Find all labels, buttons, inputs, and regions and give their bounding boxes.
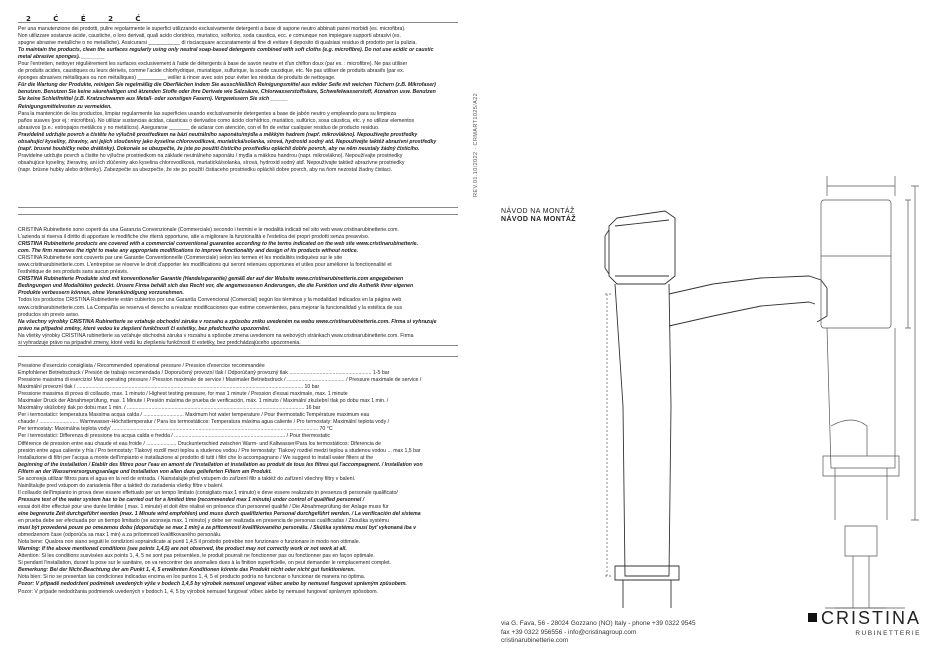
specs-line: Maximální provozní tlak / ............................................................................................................................................................. 10 bar — [18, 384, 320, 391]
contact-address: via G. Fava, 56 - 28024 Gozzano (NO) Italy - phone +39 0322 9545 — [501, 620, 696, 627]
cleaning-line: paños suaves (por ej.: microfibra). No utilizar sustancias ácidas, cáusticas o derivados como ácido clorhídrico, muriático, sulfúrico, sosa cáustica, etc. y no utilizar elementos — [18, 117, 415, 124]
specs-line: Filtern an der Wasserversorgungsanlage und Installation von allen dazu gelieferten Filtern am Produkt. — [18, 468, 272, 475]
doc-ref-text: REV.01.10/2022 · CRMART1025/A22 — [473, 92, 479, 197]
warranty-line: www.cristinarubinetterie.com. L'entreprise se réserve le droit d'apporter les modifications qui seront retenues opportunes et utiles pour améliorer la fonctionnalité et — [18, 262, 392, 269]
warranty-line: CRISTINA Rubinetterie Produkte sind mit konventioneller Garantie (Handelsgarantie) gemäß der auf der Website www.cristinarubinetterie.com angegebenen — [18, 276, 404, 283]
header-letters: 2 Ć É 2 Ć — [26, 15, 151, 23]
specs-line: Installazione di filtri per l'acqua a monte dell'impianto e installazione al prodotto di tutti i filtri che lo accompagnano / We suggest to install water filters at the — [18, 454, 374, 461]
specs-line: musí být provedená pouze po omezenou dobu (doporučuje se max 1 min) a za přítomnosti kvalifikovaného personálu. / Skúška systému musí byť vykonaná iba v — [18, 525, 416, 532]
specs-line: Per i termostatici: Differenza di pressione tra acqua calda e fredda / ............................................................................. / Pour thermostatic — [18, 433, 331, 440]
warranty-line: L'azienda si riserva il diritto di apportare le modifiche che riterrà opportune, atte a migliorare la funzionalità e l'estetica dei propri prodotti senza preavviso. — [18, 234, 370, 241]
specs-line: Bemerkung: Bei der Nicht-Beachtung der am Punkt 1, 4, 5 erwähnten Konditionen könnte das Produkt nicht oder nicht gut funktionieren. — [18, 567, 355, 574]
specs-line: beginning of the installation / Établir des filtres pour l'eau en amont de l'installation et installation au produit de tous les filtres qui l'accompagnent. / Installation von — [18, 461, 423, 468]
brand-logo — [808, 608, 921, 637]
specs-line: Pressione d'esercizio consigliata / Recommended operational pressure / Pression d'exercice recommandée — [18, 363, 265, 369]
cleaning-text — [18, 26, 458, 174]
cleaning-line: Pravidelne udržujte povrch a čistite ho výlučne prostriedkom na základe neutrálneho saponátu / mydla a mäkkou handrou (napr. mikrovlákno). Nepoužívajte prostriedky — [18, 152, 403, 159]
specs-line: eine begrenzte Zeit durchgeführt werden (max. 1 Minute wird empfohlen) und muss durch qualifiziertes Personal durchgeführt werden. / La verificación del sistema — [18, 510, 421, 517]
specs-text — [18, 363, 458, 596]
warranty-line: CRISTINA Rubinetterie products are covered with a commercial conventional guarantee according to the terms indicated on the web site www.cristinarubinetterie. — [18, 241, 419, 248]
warranty-line: l'esthétique de ses produits sans aucun préavis. — [18, 269, 129, 276]
cleaning-line: Für die Wartung der Produkte, reinigen Sie regelmäßig die Oberflächen indem Sie ausschließlich Reinigungsmittel aus milder Seife mit weichen Tüchern (z.B. Mikrofaser) — [18, 82, 436, 89]
specs-line: Per i termostatici: temperatura Massima acqua calda / ............................ Maximum hot water temperature / Pour thermostatic Température maximum eau — [18, 412, 370, 419]
cleaning-line: (napr. brúsne hubky alebo drôtenky). Zabezpečte sa ubezpečte, že ste po použití čistiaceho prostriedku opláchli dobre povrch, aby na ňom nezostal žiadny čistiaci. — [18, 166, 393, 173]
specs-line: Attention: Si les conditions susvisées aux points 1, 4, 5 ne sont pas présentées, le produit pourrait ne fonctionner pas ou fonctionner pas en façon optimale. — [18, 553, 375, 560]
product-title — [501, 208, 576, 224]
specs-line: en prueba debe ser efectuada por un tiempo limitado (se aconseja max. 1 minuto) y debe ser realizada en presencia de personas cualificadas / Zkouška systému — [18, 518, 389, 525]
specs-line: obmedzenom čase (odporúča sa max 1 min) a za prítomnosti kvalifikovaného personálu. — [18, 532, 222, 539]
specs-line: Si pendant l'installation, durant la pose sur le sanitaire, on va rencontrer des anomalies dues à la finition superficielle, on peut demander le remplacement complet. — [18, 560, 391, 567]
specs-line: presión entre agua caliente y fría / Pro termostaty: Tlakový rozdíl mezi teplou a studenou vodou / Pre termostaty: Tlakový rozdiel medzi teplou a studenou vodou ... max 1,5 bar — [18, 447, 421, 454]
cleaning-line: Pravidelně udržujte povrch a čistěte ho výlučně prostředkem na bázi neutrálního saponátu/mýdla a měkkým hadrem (např. mikrovlákno). Nepoužívejte prostředky — [18, 131, 418, 138]
specs-line: Il collaudo dell'impianto in prova deve essere effettuato per un tempo limitato (consigliato max 1 minuto) e deve essere realizzato in presenza di personale qualificato/ — [18, 489, 398, 496]
warranty-line: productos sin previo aviso. — [18, 311, 80, 318]
cleaning-line: (např. brusné houbičky nebo drátěnky). Dokonale se ubezpečte, že jste po použití čisticího prostředku opláchli dobře povrch, aby na něm neustaly žádný čisticího. — [18, 145, 420, 152]
cleaning-section — [18, 22, 458, 208]
warranty-line: www.cristinarubinetterie.com. La Compañía se reserva el derecho a realizar modificaciones que estime convenientes, para mejorar la funcionalidad y la estética de sus — [18, 304, 403, 311]
specs-line: Pozor: V případě nedodržení podmínek uvedených výše v bodech 1,4,5 by výrobek nemusel ungovat vůbec anebo by nemusel fungovat správným způsobem. — [18, 581, 407, 588]
specs-line: Nainštalujte pred vstupom do zariadenia filter a taktiež do zariadenia všetky filtre v balení. — [18, 482, 224, 489]
title-line-1: NÁVOD NA MONTÁŽ — [501, 208, 575, 215]
cleaning-line: benutzen. Benutzen Sie keine säurehaltigen und ätzenden Stoffe oder ihre Derivate wie Salzsäure, Chlorwasserstoffsäure, Schwefelwasserstoff, Ätznatron usw. Benutzen — [18, 89, 436, 96]
specs-line: Per termostaty: Maximálna teplota vody/ ............................................................................................................................................... 70 °C — [18, 426, 333, 433]
specs-line: Maximaler Druck der Abnahmeprüfung, max. 1 Minute / Presión máxima de prueba de verificación, máx. 1 minuto / Maximální zkušební tlak po dobu max 1 min. / — [18, 398, 389, 405]
cleaning-line: obsahující kyseliny, žíraviny, ani jejich sloučeniny jako kyselina chlorovodíková, muriatická/solanka, sírová, hydroxid sodný atd. Nepoužívejte taktéž abrazivní prostředky — [18, 138, 437, 145]
contact-fax: fax +39 0322 956556 - info@cristinagroup.com — [501, 628, 637, 636]
specs-line: Warning: If the above mentioned conditions (see points 1,4,5) are not observed, the product may not correctly work or not work at all. — [18, 546, 347, 553]
specs-line: Pressure test of the water system has to be carried out for a limited time (recommended max 1 minute) under control of qualified personnel / — [18, 496, 365, 503]
cleaning-line: spugne abrasive metalliche o no metalliche). Assicurarsi ___________ di risciacquare accuratamente al fine di evitare il deposito di qualsiasi residuo di prodotto per la pulizia. — [18, 40, 417, 47]
warranty-line: com. The firm reserves the right to make any appropriate modifications to improve functionality and design of its products without notice. — [18, 248, 359, 255]
specs-line: Pressione massima di prova di collaudo, max. 1 minuto / Highest testing pressure, for max 1 minute / Pression d'essai maximale, max. 1 minute — [18, 391, 348, 398]
cleaning-line: Pour l'entretien, nettoyer régulièrement les surfaces exclusivement à l'aide de détergents à base de savon neutre et d'un chiffon doux (par ex. : microfibre). Ne pas utiliser — [18, 61, 408, 68]
specs-line: essai doit être effectué pour une durée limitée ( max. 1 minute) et doit être réalisé en présence d'un personnel qualifié / Die Abnahmeprüfung der Anlage muss für — [18, 503, 389, 510]
faucet-head — [609, 211, 675, 284]
specs-line: Pozor: V prípade nedodržania podmienok uvedených v bodoch 1, 4, 5 by výrobok nemusel fungovať vôbec alebo by nemusel fungovať správnym spôsobom. — [18, 588, 379, 595]
contact-block — [501, 620, 696, 646]
cleaning-line: Reinigungsmittelresten zu vermeiden. — [18, 103, 112, 110]
cleaning-line: obsahujúce kyseliny, žieraviny, ani ich zlúčeniny ako kyselina chlorovodíková, muriatická/solanka, sírová, hydroxid sodný atď. Nepoužívajte taktiež abrazívne prostriedky — [18, 159, 405, 166]
warranty-line: právo na případné změny, které vedou ke zlepšení funkčnosti či estetiky, bez předchozího upozornění. — [18, 325, 271, 332]
cleaning-line: abrasivos (p.e.: estropajos metálicos y no metálicos). Asegurarse _______ de aclarar con atención, con el fin de evitar cualquier residuo de producto residuo. — [18, 124, 380, 131]
cleaning-line: Per una manutenzione dei prodotti, pulire regolarmente le superfici utilizzando esclusivamente detergenti a base di sapone neutro abbinati panni morbidi (es. microfibra). — [18, 26, 406, 32]
specs-line: Pressione massima di esercizio/ Max operating pressure / Pression maximale de service / Maximaler Betriebsdruck / ........................................ / Pressure maximale de service / — [18, 377, 422, 384]
warranty-line: Bedingungen und Modalitäten gedeckt. Unsere Firma behält sich das Recht vor, die angemessenen Änderungen, die die Funktion und die Ästhetik ihrer eigenen — [18, 283, 414, 290]
specs-line: Nota bene: Qualora non siano seguiti le condizioni sopraindicate ai punti 1,4,5 il prodotto potrebbe non funzionare o funzionare in modo non ottimale. — [18, 539, 361, 546]
brand-name-text: CRISTINA — [821, 608, 922, 628]
warranty-line: Na všechny výrobky CRISTINA Rubinetterie se vztahuje obchodní záruka v rozsahu a způsobu zniku uvedeném na webu www.cristinarubinetterie.com. Firma si vyhrazuje — [18, 318, 437, 325]
warranty-section — [18, 214, 458, 346]
brand-sub: RUBINETTERIE — [855, 630, 922, 637]
logo-square-icon — [808, 613, 817, 622]
document-reference — [466, 24, 479, 204]
specs-line: Se aconseja utilizar filtros para el agua en la red de entrada. / Nainstalujte před vstupem do zařízení filtr a taktéž do zařízení všechny filtry v balení. — [18, 475, 356, 482]
cleaning-line: de produits acides, caustiques ou leurs dérivés, comme l'acide chlorhydrique, muriatique, sulfurique, la soude caustique, etc. Ne pas utiliser de produits abrasifs (par ex. — [18, 68, 405, 75]
warranty-line: Todos los productos CRISTINA Rubinetterie están cubiertos por una Garantía Convencional (Comercial) según los términos y la modalidad indicados en la página web — [18, 297, 402, 304]
brand-name — [808, 608, 921, 629]
contact-web[interactable]: cristinarubinetterie.com — [501, 637, 569, 645]
warranty-text — [18, 227, 458, 347]
cleaning-line: metal abrasive sponges). ________ — [18, 54, 105, 61]
warranty-line: si vyhradzuje právo na prípadné zmeny, ktoré vedú ku zlepšeniu funkčnosti či estetiky, bez predchádzajúceho upozornenia. — [18, 339, 301, 346]
cleaning-line: Para la mantención de los productos, limpiar regularmente las superficies usando exclusivamente detergentes a base de jabón neutro y empleando para su limpieza — [18, 110, 397, 117]
title-line-2: NÁVOD NA MONTÁŽ — [501, 216, 576, 223]
warranty-line: CRISTINA Rubinetterie sono coperti da una Garanzia Convenzionale (Commerciale) secondo i termini e le modalità indicati nel sito web www.cristinarubinetterie.com. — [18, 227, 399, 233]
warranty-line: CRISTINA Rubinetterie sont couverts par une Garantie Conventionnelle (Commerciale) selon les termes et les modalités indiquées sur le site — [18, 255, 343, 262]
warranty-line: Produkte verbessern können, ohne Vorankündigung vorzunehmen. — [18, 290, 184, 297]
specs-line: Différence de pression entre eau chaude et eau froide / ..................... Druckunterschied zwischen Warm- und Kaltwasser/Para los termostáticos: Diferencia de — [18, 440, 382, 447]
specs-line: Empfohlener Betriebsdruck / Presión de trabajo recomendada / Doporučený provozní tlak / Odporúčaný provozný tlak ......................................................... 1-5 bar — [18, 370, 390, 377]
faucet-technical-drawing — [595, 156, 935, 626]
specs-line: Nota bien: Si no se presentan las condiciones indicadas encima en los puntos 1, 4, 5 el producto podría no funcionar o funcionar de manera no óptima. — [18, 574, 366, 581]
specifications-section — [18, 356, 458, 653]
cleaning-line: Non utilizzare sostanze acide, caustiche, o loro derivati, quali acido cloridrico, muriatico, solforico, soda caustica, ecc. e comunque non impiegare supporti abrasivi (es. — [18, 33, 401, 40]
specs-line: Maximálny skúšobný tlak po dobu max 1 min. / ........................................................................................................................... 16 bar — [18, 405, 321, 412]
cleaning-line: Sie keine Schleifmittel (z.B. Kratzschwamm aus Metall- oder sonstigen Fasern). Vergewissern Sie sich ______ — [18, 96, 288, 103]
cleaning-line: To maintain the products, clean the surfaces regularly using only neutral soap-based detergents combined with soft cloths (e.g. microfibre). Do not use acidic or caustic — [18, 47, 434, 54]
warranty-line: Na všetky výrobky CRISTINA rubinetterie sa vzťahuje obchodná záruka v rozsahu a spôsobe zmena uvedenom na webových stránkach www.cristinarubinetterie.com. Firma — [18, 332, 414, 339]
specs-line: chaude / ........................... Warmwasser-Höchsttemperatur / Para los termostáticos: Temperatura máxima agua caliente / Pro termostaty: Maximální teplota vody / — [18, 419, 390, 426]
cleaning-line: éponges abrasives métalliques ou non métalliques) __________ veiller à rincer avec soin pour éviter les résidus de produits de nettoyage. — [18, 75, 336, 82]
